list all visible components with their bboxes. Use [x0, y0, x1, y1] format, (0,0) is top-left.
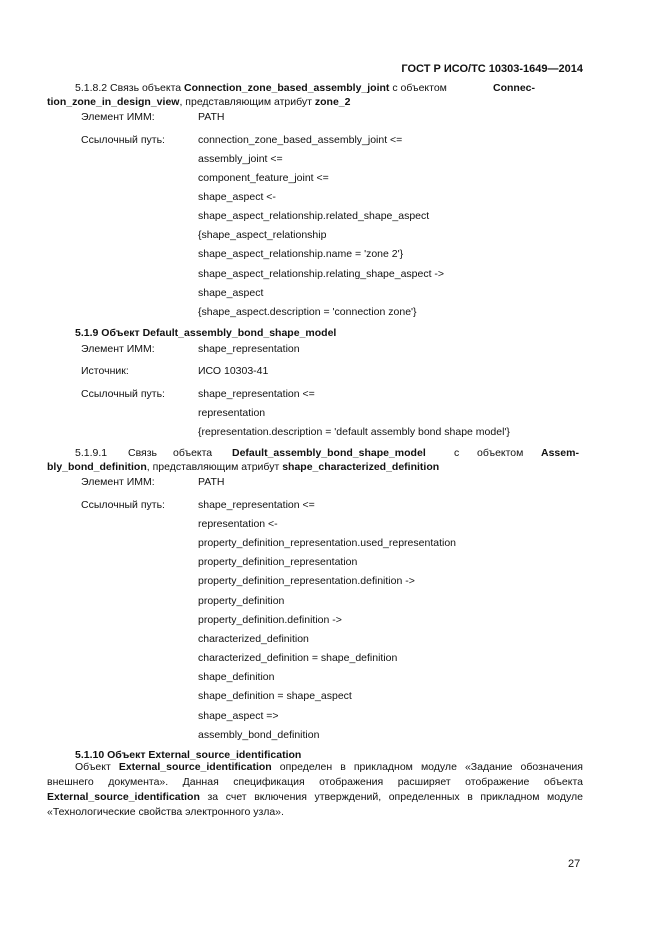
- path-label: Ссылочный путь:: [81, 388, 165, 400]
- path-line: shape_representation <=: [198, 499, 315, 511]
- object-name-part1: Connec-: [493, 82, 535, 94]
- section-number-text: 5.1.8.2 Связь объекта: [75, 82, 185, 94]
- paragraph-text: Объект: [75, 761, 119, 773]
- path-line: shape_aspect_relationship.name = 'zone 2'}: [198, 248, 404, 260]
- object-name: Connection_zone_based_assembly_joint: [184, 82, 390, 94]
- justified-word: 5.1.9.1: [75, 447, 108, 459]
- paragraph-text: за счет включения утверждений, определенных в прикладном модуле «Технологические свойства электронного узла».: [47, 791, 583, 818]
- justified-word: объектом: [477, 447, 524, 459]
- path-line: shape_definition: [198, 671, 275, 683]
- path-line: shape_aspect <-: [198, 191, 276, 203]
- element-label: Элемент ИММ:: [81, 476, 155, 488]
- connector-text: , представляющим атрибут: [179, 96, 315, 108]
- path-line: component_feature_joint <=: [198, 172, 329, 184]
- object-name: Default_assembly_bond_shape_model: [232, 447, 426, 459]
- element-value: shape_representation: [198, 343, 300, 355]
- path-line: characterized_definition = shape_definition: [198, 652, 398, 664]
- path-line: assembly_bond_definition: [198, 729, 320, 741]
- path-line: property_definition_representation.used_representation: [198, 537, 457, 549]
- element-value: PATH: [198, 476, 225, 488]
- path-line: {shape_aspect.description = 'connection zone'}: [198, 306, 417, 318]
- path-line: shape_definition = shape_aspect: [198, 690, 352, 702]
- element-value: PATH: [198, 111, 225, 123]
- path-line: {representation.description = 'default assembly bond shape model'}: [198, 426, 510, 438]
- connector-text: с объектом: [389, 82, 447, 94]
- path-line: shape_aspect =>: [198, 710, 279, 722]
- path-line: property_definition_representation.definition ->: [198, 575, 415, 587]
- path-line: shape_representation <=: [198, 388, 315, 400]
- justified-word: Связь: [128, 447, 158, 459]
- object-name: External_source_identification: [47, 791, 200, 803]
- path-line: characterized_definition: [198, 633, 309, 645]
- path-line: shape_aspect_relationship.relating_shape_aspect ->: [198, 268, 445, 280]
- object-name-part2: tion_zone_in_design_view: [47, 96, 180, 108]
- object-name: External_source_identification: [118, 761, 272, 773]
- page-number: 27: [568, 858, 581, 870]
- section-5-1-8-2-line2: [47, 96, 351, 108]
- section-heading: 5.1.9 Объект Default_assembly_bond_shape_model: [75, 327, 337, 339]
- path-line: property_definition: [198, 595, 285, 607]
- path-line: property_definition.definition ->: [198, 614, 342, 626]
- path-line: property_definition_representation: [198, 556, 358, 568]
- source-label: Источник:: [81, 365, 129, 377]
- connector-text: , представляющим атрибут: [146, 461, 283, 473]
- path-line: shape_aspect: [198, 287, 264, 299]
- path-line: shape_aspect_relationship.related_shape_aspect: [198, 210, 430, 222]
- document-header: ГОСТ Р ИСО/ТС 10303-1649—2014: [401, 63, 583, 75]
- path-line: {shape_aspect_relationship: [198, 229, 327, 241]
- paragraph-text: определен в прикладном модуле «Задание обозначения внешнего документа». Данная спецификация отображения расширяет отображение объекта: [47, 761, 583, 788]
- justified-word: объекта: [173, 447, 213, 459]
- attribute-name: zone_2: [314, 96, 351, 108]
- body-paragraph: [47, 760, 583, 820]
- section-heading: 5.1.10 Объект External_source_identification: [75, 749, 302, 761]
- object-name-part1: Assem-: [541, 447, 579, 459]
- object-name-part2: bly_bond_definition: [47, 461, 147, 473]
- path-line: assembly_joint <=: [198, 153, 283, 165]
- section-5-1-8-2-line1: [75, 82, 447, 94]
- element-label: Элемент ИММ:: [81, 343, 155, 355]
- element-label: Элемент ИММ:: [81, 111, 155, 123]
- path-line: representation <-: [198, 518, 278, 530]
- source-value: ИСО 10303-41: [198, 365, 269, 377]
- attribute-name: shape_characterized_definition: [282, 461, 440, 473]
- path-line: connection_zone_based_assembly_joint <=: [198, 134, 403, 146]
- section-5-1-9-1-line2: [47, 461, 439, 473]
- path-label: Ссылочный путь:: [81, 499, 165, 511]
- path-line: representation: [198, 407, 266, 419]
- justified-word: с: [454, 447, 460, 459]
- path-label: Ссылочный путь:: [81, 134, 165, 146]
